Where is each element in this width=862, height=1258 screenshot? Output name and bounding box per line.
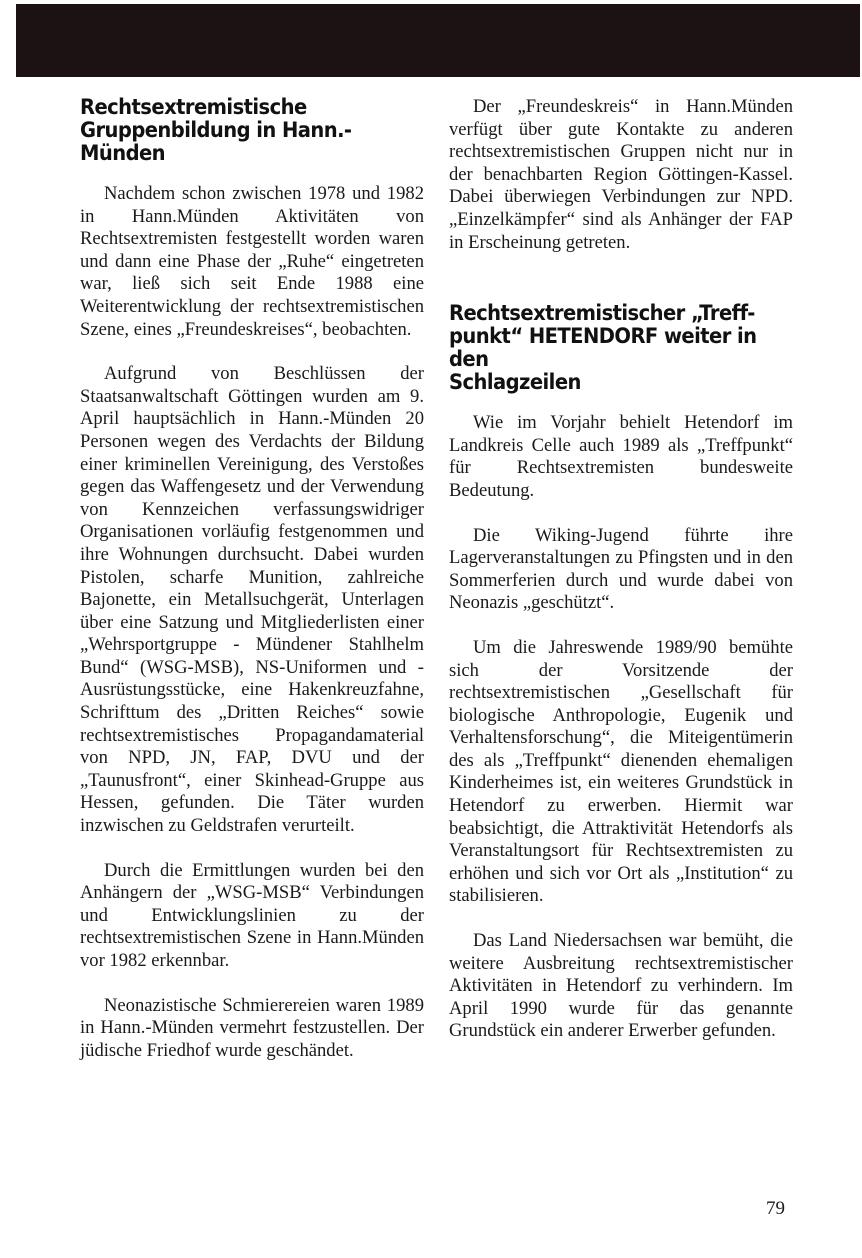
heading-line: Gruppenbildung in Hann.-Münden (80, 118, 352, 165)
header-bar (16, 4, 860, 77)
paragraph: Aufgrund von Beschlüssen der Staatsanwaltschaft Göttingen wurden am 9. April hauptsächlich in Hann.-Münden 20 Personen wegen des Verdachts der Bildung einer kriminellen Vereinigung, des Verstoßes gegen das Waffengesetz und der Verwendung von Kennzeichen verfassungswidriger Organisationen vorläufig festgenommen und ihre Wohnungen durchsucht. Dabei wurden Pistolen, scharfe Munition, zahlreiche Bajonette, ein Metallsuchgerät, Unterlagen über eine Satzung und Mitgliederlisten einer „Wehrsportgruppe - Mündener Stahlhelm Bund“ (WSG-MSB), NS-Uniformen und -Ausrüstungsstücke, eine Hakenkreuzfahne, Schrifttum des „Dritten Reiches“ sowie rechtsextremistisches Propagandamaterial von NPD, JN, FAP, DVU und der „Taunusfront“, einer Skinhead-Gruppe aus Hessen, gefunden. Die Täter wurden inzwischen zu Geldstrafen verurteilt. (80, 363, 424, 837)
paragraph: Um die Jahreswende 1989/90 bemühte sich der Vorsitzende der rechtsextremistischen „Gesellschaft für biologische Anthropologie, Eugenik und Verhaltensforschung“, die Miteigentümerin des als „Treffpunkt“ dienenden ehemaligen Kinderheimes ist, ein weiteres Grundstück in Hetendorf zu erwerben. Hiermit war beabsichtigt, die Attraktivität Hetendorfs als Veranstaltungsort für Rechtsextremisten zu erhöhen und sich vor Ort als „Institution“ zu stabilisieren. (449, 636, 793, 907)
section-heading-hann-muenden (80, 96, 400, 165)
paragraph: Nachdem schon zwischen 1978 und 1982 in Hann.Münden Aktivitäten von Rechtsextremisten festgestellt worden waren und dann eine Phase der „Ruhe“ eingetreten war, ließ sich seit Ende 1988 eine Weiterentwicklung der rechtsextremistischen Szene, eines „Freundeskreises“, beobachten. (80, 183, 424, 340)
heading-line: Rechtsextremistische (80, 95, 307, 119)
paragraph: Das Land Niedersachsen war bemüht, die weitere Ausbreitung rechtsextremistischer Aktivitäten in Hetendorf zu verhindern. Im April 1990 wurde für das genannte Grundstück ein anderer Erwerber gefunden. (449, 930, 793, 1042)
section-heading-hetendorf (449, 302, 769, 394)
heading-line: Schlagzeilen (449, 370, 581, 395)
page-number: 79 (766, 1198, 785, 1219)
left-column (80, 96, 424, 1062)
paragraph: Durch die Ermittlungen wurden bei den Anhängern der „WSG-MSB“ Verbindungen und Entwicklungslinien zu der rechtsextremistischen Szene in Hann.Münden vor 1982 erkennbar. (80, 859, 424, 971)
paragraph: Neonazistische Schmierereien waren 1989 in Hann.-Münden vermehrt festzustellen. Der jüdische Friedhof wurde geschändet. (80, 994, 424, 1061)
heading-line: punkt“ HETENDORF weiter in den (449, 324, 757, 372)
paragraph: Wie im Vorjahr behielt Hetendorf im Landkreis Celle auch 1989 als „Treffpunkt“ für Rechtsextremisten bundesweite Bedeutung. (449, 412, 793, 501)
right-column (449, 96, 793, 1043)
paragraph: Die Wiking-Jugend führte ihre Lagerveranstaltungen zu Pfingsten und in den Sommerferien durch und wurde dabei von Neonazis „geschützt“. (449, 524, 793, 614)
heading-line: Rechtsextremistischer „Treff- (449, 301, 755, 326)
paragraph: Der „Freundeskreis“ in Hann.Münden verfügt über gute Kontakte zu anderen rechtsextremistischen Gruppen nicht nur in der benachbarten Region Göttingen-Kassel. Dabei überwiegen Verbindungen zur NPD. „Einzelkämpfer“ sind als Anhänger der FAP in Erscheinung getreten. (449, 96, 793, 253)
